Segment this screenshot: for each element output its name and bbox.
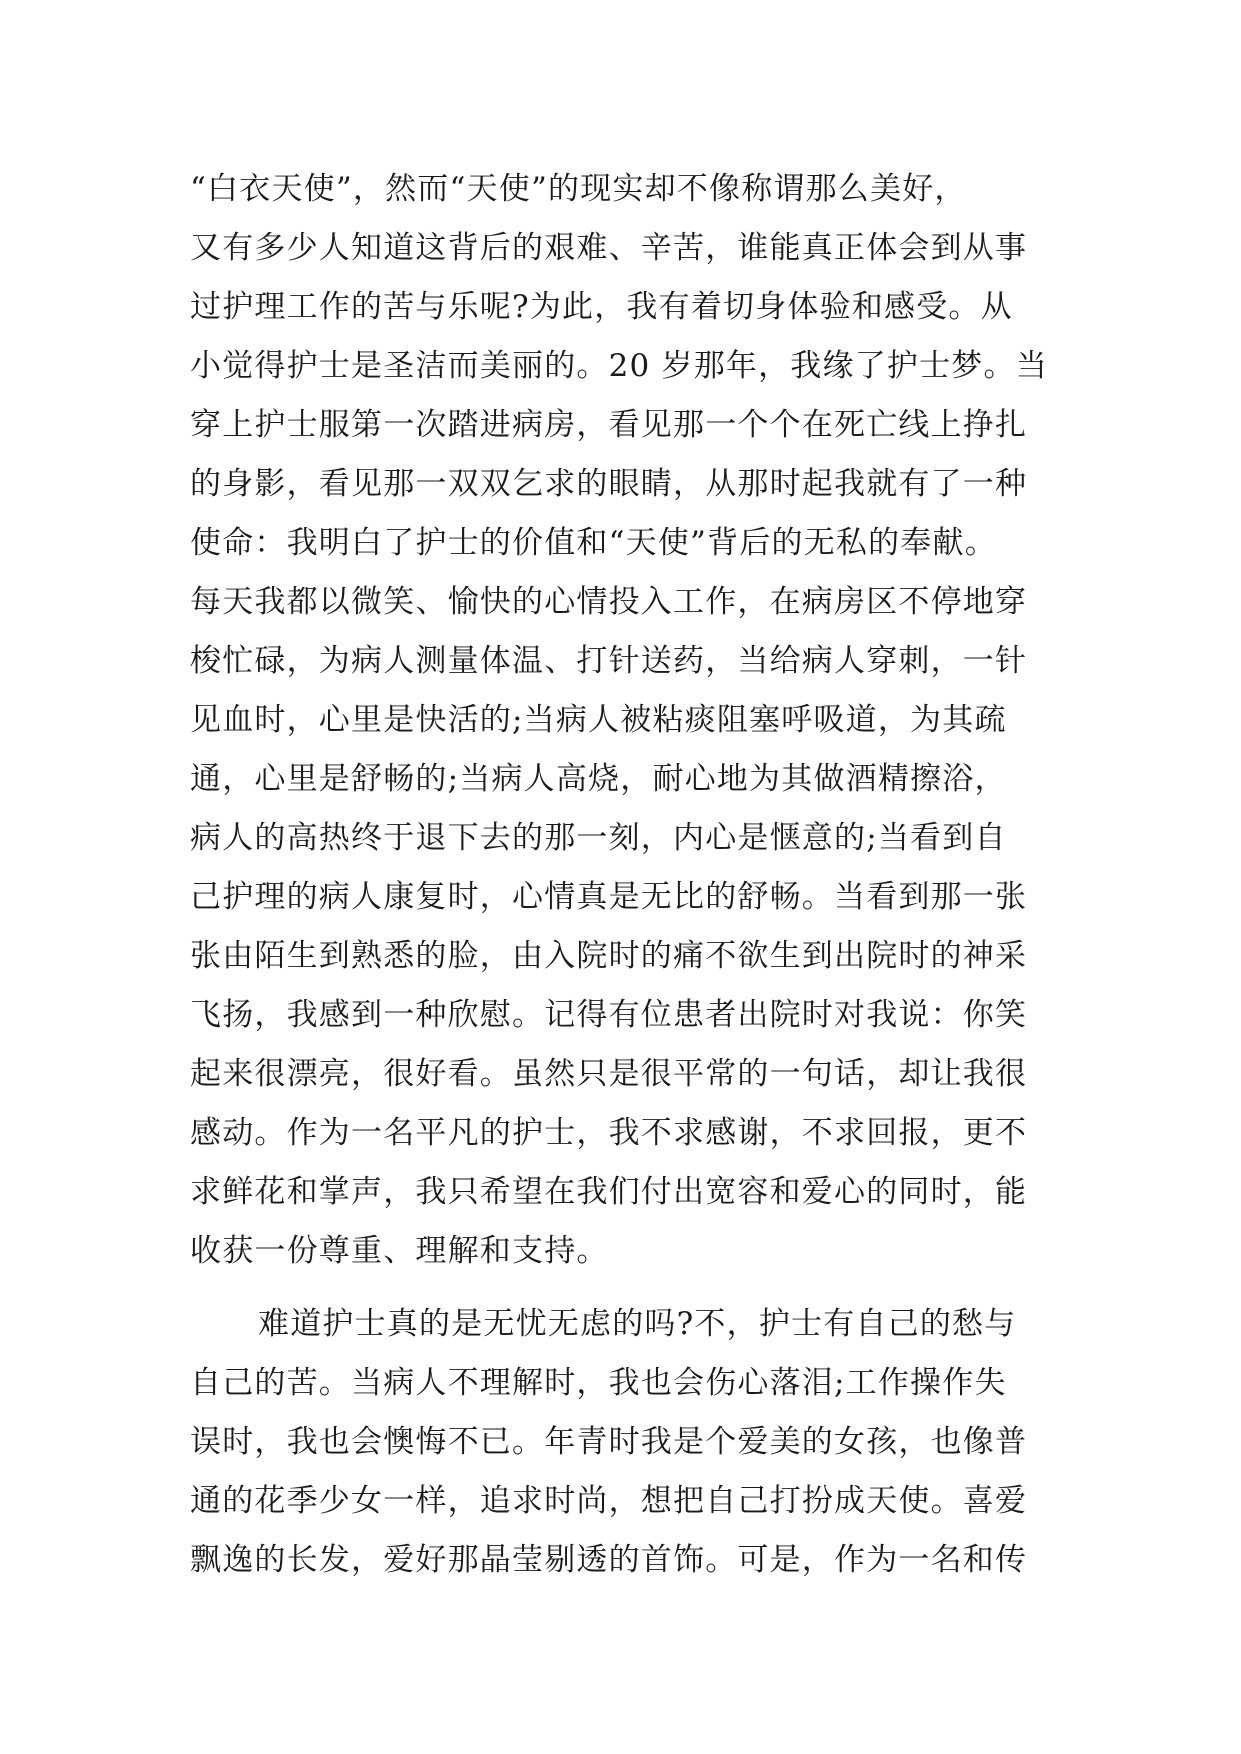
paragraph-line: 起来很漂亮，很好看。虽然只是很平常的一句话，却让我很 bbox=[190, 1056, 1028, 1092]
paragraph-line: “白衣天使”，然而“天使”的现实却不像称谓那么美好， bbox=[190, 171, 967, 207]
paragraph-line: 使命：我明白了护士的价值和“天使”背后的无私的奉献。 bbox=[190, 525, 997, 561]
paragraph-line: 通，心里是舒畅的;当病人高烧，耐心地为其做酒精擦浴， bbox=[190, 761, 1007, 797]
paragraph-line: 飘逸的长发，爱好那晶莹剔透的首饰。可是，作为一名和传 bbox=[190, 1542, 1028, 1578]
paragraph-line: 己护理的病人康复时，心情真是无比的舒畅。当看到那一张 bbox=[190, 879, 1028, 915]
paragraph-1 bbox=[190, 160, 1070, 1281]
paragraph-line: 每天我都以微笑、愉快的心情投入工作，在病房区不停地穿 bbox=[190, 584, 1028, 620]
paragraph-line: 过护理工作的苦与乐呢?为此，我有着切身体验和感受。从 bbox=[190, 289, 1013, 325]
paragraph-line: 飞扬，我感到一种欣慰。记得有位患者出院时对我说：你笑 bbox=[190, 997, 1028, 1033]
paragraph-line: 求鲜花和掌声，我只希望在我们付出宽容和爱心的同时，能 bbox=[190, 1174, 1028, 1210]
paragraph-line: 的身影，看见那一双双乞求的眼睛，从那时起我就有了一种 bbox=[190, 466, 1028, 502]
paragraph-line: 见血时，心里是快活的;当病人被粘痰阻塞呼吸道，为其疏 bbox=[190, 702, 1007, 738]
paragraph-2 bbox=[190, 1295, 1070, 1590]
paragraph-line: 穿上护士服第一次踏进病房，看见那一个个在死亡线上挣扎 bbox=[190, 407, 1028, 443]
document-body bbox=[190, 160, 1070, 1590]
paragraph-line: 病人的高热终于退下去的那一刻，内心是惬意的;当看到自 bbox=[190, 820, 1007, 856]
paragraph-line: 自己的苦。当病人不理解时，我也会伤心落泪;工作操作失 bbox=[190, 1365, 1007, 1401]
paragraph-first-line: 难道护士真的是无忧无虑的吗?不，护士有自己的愁与 bbox=[258, 1306, 1017, 1342]
paragraph-line: 小觉得护士是圣洁而美丽的。20 岁那年，我缘了护士梦。当 bbox=[190, 348, 1048, 384]
paragraph-spacer bbox=[190, 1281, 1070, 1295]
paragraph-line: 通的花季少女一样，追求时尚，想把自己打扮成天使。喜爱 bbox=[190, 1483, 1028, 1519]
paragraph-line: 梭忙碌，为病人测量体温、打针送药，当给病人穿刺，一针 bbox=[190, 643, 1028, 679]
paragraph-line: 感动。作为一名平凡的护士，我不求感谢，不求回报，更不 bbox=[190, 1115, 1028, 1151]
paragraph-line: 又有多少人知道这背后的艰难、辛苦，谁能真正体会到从事 bbox=[190, 230, 1028, 266]
paragraph-line: 张由陌生到熟悉的脸，由入院时的痛不欲生到出院时的神采 bbox=[190, 938, 1028, 974]
paragraph-line: 收获一份尊重、理解和支持。 bbox=[190, 1233, 609, 1269]
paragraph-line: 误时，我也会懊悔不已。年青时我是个爱美的女孩，也像普 bbox=[190, 1424, 1028, 1460]
